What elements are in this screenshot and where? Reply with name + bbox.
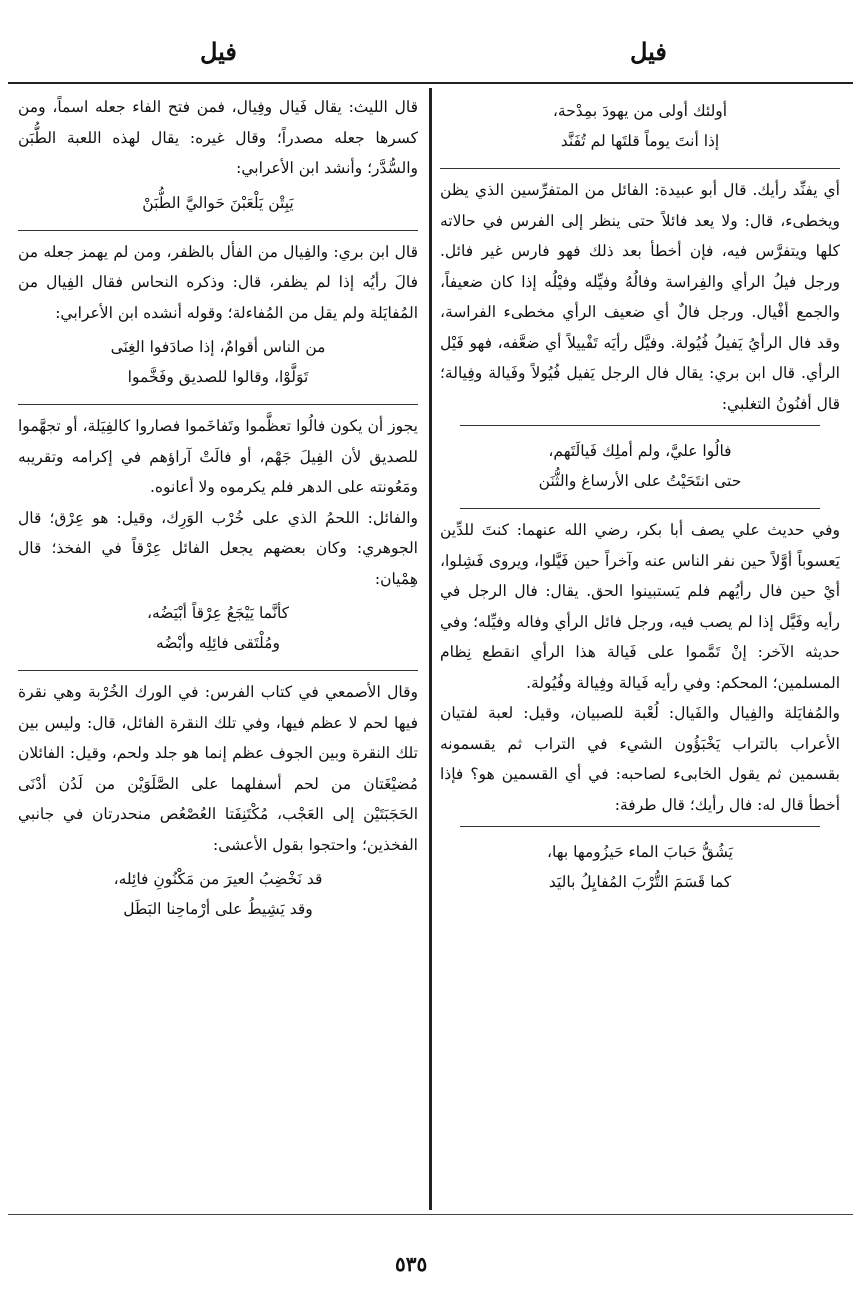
paragraph: قال ابن بري: والفِيال من الفأل بالظفر، ومن لم يهمز جعله من فالَ رأيُه إذا لم يظفر، قال: وذكره النحاس فقال الفِيال من المُفايَلة ولم يقل من المُفاءلة؛ وقوله أنشده ابن الأعرابي:	[18, 242, 418, 322]
paragraph: أي يفنِّد رأيك. قال أبو عبيدة: الفائل من المتفرِّسين الذي يظن ويخطىء، قال: ولا يعد فائلاً حتى ينظر إلى الفرس في حالاته كلها ويتفرَّس فيه، فإن أخطأ بعد ذلك فهو فارس غير فائل. ورجل فيلُ الرأي والفِراسة وفالُهُ وفيِّله وفيْلُه إذا كان ضعيفاً، والجمع أفْيال. ورجل فالٌ أي ضعيف الرأي مخطىء الفراسة، وقد فال الرأيُ يَفيلُ فُيُولة. وفيَّل رأيَه تَفْييلاً أي ضعَّفه، فهو فَيْل الرأي. قال ابن بري: يقال فال الرجل يَفيل فُيُولاً وفَيالة وفِيالة؛ قال أفنُونُ التغلبي:	[440, 181, 840, 413]
left-column	[18, 92, 418, 1207]
verse-separator	[18, 404, 418, 405]
verse-block	[440, 92, 840, 162]
verse-line: يَبِتْن يَلْعَبْنَ حَواليَّ الطُّبَنْ	[142, 193, 294, 212]
verse-line: فالُوا عليَّ، ولم أملِك فَيالَتَهم،	[548, 442, 732, 460]
verse-separator	[460, 826, 820, 827]
verse-block	[440, 833, 840, 903]
running-head-right: فيل	[630, 37, 667, 66]
column-divider	[429, 88, 432, 1210]
verse-separator	[18, 230, 418, 231]
verse-block	[18, 328, 418, 398]
paragraph: وقال الأصمعي في كتاب الفرس: في الورك الخُرْبة وهي نقرة فيها لحم لا عظم فيها، وفي تلك النقرة الفائل، قال: وليس بين تلك النقرة وبين الجوف عظم إنما هو جلد ولحم، وقيل: الفائلان مُضيْغَتان من لحم أسفلهما على الصَّلَوَيْن من لَدُن أدْنَى الحَجَبَتَيْن إلى العَجْب، مُكْتَنِفَتا العُصْعُص منحدرتان في جانبي الفخذين؛ واحتجوا بقول الأعشى:	[18, 683, 418, 854]
verse-line: ومُلْتَقى فائِلِه وأبْضُه	[156, 634, 280, 652]
verse-line: أولئك أولى من يهودَ بمِدْحة،	[552, 102, 728, 120]
paragraph: يجوز أن يكون فالُوا تعظَّموا وتَفاخَموا فصاروا كالفِيَلة، أو تجهَّموا للصديق لأن الفِيلَ جَهْم، أو فالَتْ آراؤهم في إكرامه وتقريبه ومَعُونته على الدهر فلم يكرموه ولا أعانوه.	[18, 417, 418, 496]
verse-line: كأنَّما يَيْجَعُ عِرْقاً أبْيَضُه،	[146, 604, 290, 622]
paragraph: قال الليث: يقال فَيال وفِيال، فمن فتح الفاء جعله اسماً، ومن كسرها جعله مصدراً؛ وقال غيره: يقال لهذه اللعبة الطُّبَن والسُّدَّر؛ وأنشد ابن الأعرابي:	[18, 98, 418, 177]
running-head-left: فيل	[200, 37, 237, 66]
bottom-rule	[8, 1214, 853, 1215]
verse-separator	[18, 670, 418, 671]
paragraph: وفي حديث علي يصف أبا بكر، رضي الله عنهما: كنتَ للدِّين يَعسوباً أوَّلاً حين نفر الناس عنه وآخراً حين فَيَّلوا، ويروى فَشِلوا، أيْ حين فال رأيُهم فلم يَستبينوا الحق. يقال: فال الرجل في رأيه وفَيَّل إذا لم يصب فيه، ورجل فائل الرأي وفاله وفيِّله؛ وفي حديثه الآخر: إنْ تَمَّموا على فَيالة هذا الرأي انقطع نِظام المسلمين؛ المحكم: وفي رأيه فَيالة وفِيالة وفُيُولة.	[440, 521, 840, 692]
verse-line: قد نَخْضِبُ العيرَ من مَكْنُونِ فائِله،	[113, 870, 323, 888]
page-number: ٥٣٥	[395, 1252, 428, 1276]
verse-line: تَوَلَّوْا، وقالوا للصديق وفَخَّموا	[127, 368, 309, 386]
verse-separator	[460, 508, 820, 509]
verse-line: وقد يَشِيطُ على أرْماحِنا البَطَل	[123, 900, 313, 918]
paragraph: والفائل: اللحمُ الذي على خُرْب الوَرِك، وقيل: هو عِرْق؛ قال الجوهري: وكان بعضهم يجعل الفائل عِرْقاً في الفخذ؛ قال هِمْيان:	[18, 508, 418, 588]
verse-line: يَشُقُّ حَبابَ الماء حَيزُومها بها،	[547, 843, 733, 861]
verse-line: من الناس أقوامٌ، إذا صادَفوا الغِنَى	[110, 338, 326, 356]
verse-line: حتى انتَحَيْتُ على الأرساغ والثُّنَن	[538, 472, 742, 490]
verse-block	[18, 860, 418, 930]
top-rule	[8, 82, 853, 84]
verse-block	[18, 594, 418, 664]
verse-separator	[460, 425, 820, 426]
paragraph: والمُفايَلة والفِيال والفَيال: لُعْبة للصبيان، وقيل: لعبة لفتيان الأعراب بالتراب يَخْبَؤُون الشيء في التراب ثم يقسمونه بقسمين ثم يقول الخابىء لصاحبه: في أي القسمين هو؟ فإذا أخطأ قال له: فال رأيك؛ قال طرفة:	[440, 704, 840, 814]
verse-separator	[440, 168, 840, 169]
verse-line: كما قَسَمَ التُّرْبَ المُفايِلُ باليَد	[548, 873, 732, 891]
right-column	[440, 92, 840, 1207]
verse-block	[440, 432, 840, 502]
verse-block	[18, 184, 418, 224]
verse-line: إذا أنتَ يوماً قلتَها لم تُفَنَّد	[560, 132, 720, 150]
